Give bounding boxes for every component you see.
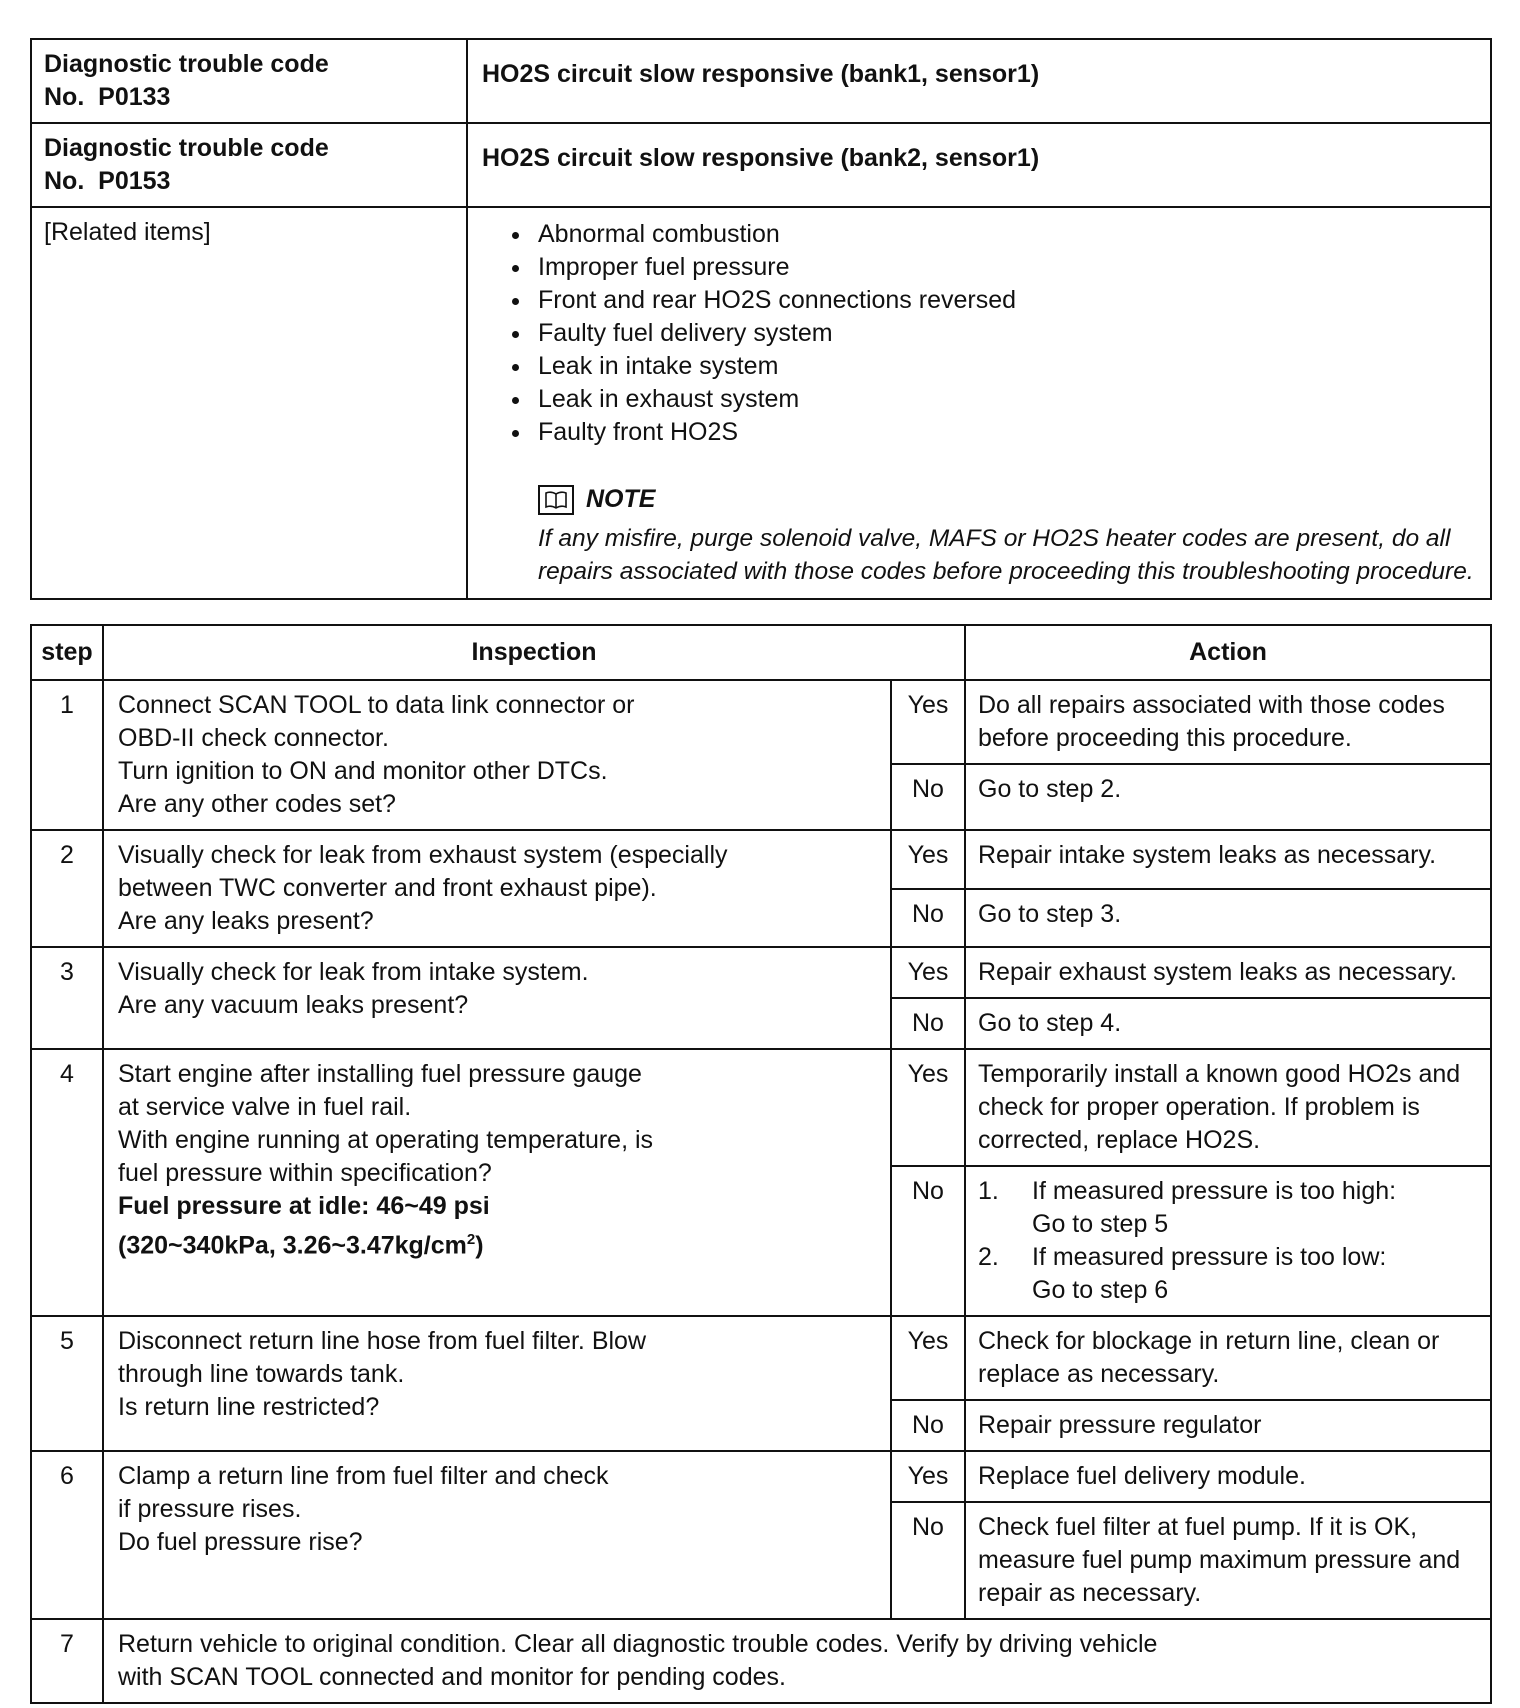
yes-label: Yes: [891, 830, 965, 889]
inspection-line: OBD-II check connector.: [118, 724, 389, 752]
col-header-step: step: [31, 625, 103, 680]
step-row: [31, 1619, 1491, 1703]
item-line: Go to step 6: [1032, 1276, 1169, 1304]
inspection-line: at service valve in fuel rail.: [118, 1093, 412, 1121]
inspection-line: fuel pressure within specification?: [118, 1159, 492, 1187]
inspection-line: With engine running at operating temperature, is: [118, 1126, 654, 1154]
step-inspection: [103, 1049, 891, 1316]
dtc-table: [30, 38, 1492, 600]
yes-label: Yes: [891, 680, 965, 764]
no-label: No: [891, 1400, 965, 1451]
yes-label: Yes: [891, 1316, 965, 1400]
item-line: If measured pressure is too low:: [1032, 1243, 1387, 1271]
step-number: 6: [31, 1451, 103, 1619]
inspection-line: Clamp a return line from fuel filter and check: [118, 1462, 609, 1490]
step-row: [31, 1451, 1491, 1502]
yes-action: Temporarily install a known good HO2s and check for proper operation. If problem is corrected, replace HO2S.: [965, 1049, 1491, 1166]
col-header-action: Action: [965, 625, 1491, 680]
related-item: Improper fuel pressure: [538, 251, 1476, 284]
step-inspection: [103, 1316, 891, 1451]
dtc-row: [31, 39, 1491, 123]
spec-superscript: 2: [466, 1231, 476, 1248]
yes-action: Do all repairs associated with those codes before proceeding this procedure.: [965, 680, 1491, 764]
yes-action: Repair exhaust system leaks as necessary.: [965, 947, 1491, 998]
inspection-line: if pressure rises.: [118, 1495, 302, 1523]
related-item: Leak in intake system: [538, 350, 1476, 383]
inspection-line: Is return line restricted?: [118, 1393, 380, 1421]
step-row: [31, 830, 1491, 889]
fuel-pressure-spec: Fuel pressure at idle: 46~49 psi: [118, 1192, 490, 1220]
step-number: 4: [31, 1049, 103, 1316]
step-inspection: [103, 830, 891, 947]
yes-label: Yes: [891, 1451, 965, 1502]
step-row: [31, 947, 1491, 998]
dtc-description: HO2S circuit slow responsive (bank1, sensor1): [467, 39, 1491, 123]
no-label: No: [891, 1166, 965, 1316]
note-title: NOTE: [586, 485, 656, 513]
spec-metric-text: (320~340kPa, 3.26~3.47kg/cm: [118, 1231, 467, 1260]
no-action-list: [978, 1175, 1478, 1307]
no-action: Go to step 2.: [965, 764, 1491, 830]
inspection-line: Visually check for leak from intake system.: [118, 958, 589, 986]
related-items-label: [Related items]: [31, 207, 467, 599]
item-number: 1.: [978, 1177, 999, 1205]
step-number: 7: [31, 1619, 103, 1703]
no-action: Repair pressure regulator: [965, 1400, 1491, 1451]
book-icon-graphic: [544, 490, 568, 510]
step-number: 3: [31, 947, 103, 1049]
item-text: [1032, 1241, 1386, 1307]
inspection-line: through line towards tank.: [118, 1360, 405, 1388]
inspection-line: between TWC converter and front exhaust pipe).: [118, 874, 657, 902]
step-inspection: [103, 1619, 1491, 1703]
related-items-list: [502, 218, 1476, 449]
inspection-line: Visually check for leak from exhaust system (especially: [118, 841, 728, 869]
step-inspection: [103, 947, 891, 1049]
no-action-item: [978, 1175, 1478, 1241]
inspection-line: Disconnect return line hose from fuel filter. Blow: [118, 1327, 647, 1355]
step-row: [31, 1316, 1491, 1400]
spec-close-paren: ): [475, 1231, 484, 1260]
no-label: No: [891, 1502, 965, 1619]
related-item: Faulty front HO2S: [538, 416, 1476, 449]
no-label: No: [891, 764, 965, 830]
no-action: Check fuel filter at fuel pump. If it is OK, measure fuel pump maximum pressure and repair as necessary.: [965, 1502, 1491, 1619]
step-number: 1: [31, 680, 103, 830]
item-number: 2.: [978, 1243, 999, 1271]
steps-table: [30, 624, 1492, 1704]
step-row: [31, 1049, 1491, 1166]
dtc-label: [31, 39, 467, 123]
dtc-label-line1: Diagnostic trouble code: [44, 134, 329, 162]
yes-label: Yes: [891, 1049, 965, 1166]
col-header-inspection: Inspection: [103, 625, 965, 680]
no-action-item: [978, 1241, 1478, 1307]
inspection-line: Are any other codes set?: [118, 790, 396, 818]
inspection-line: Are any leaks present?: [118, 907, 374, 935]
step-row: [31, 680, 1491, 764]
no-label: No: [891, 998, 965, 1049]
inspection-line: Connect SCAN TOOL to data link connector or: [118, 691, 635, 719]
note-header: [538, 483, 1476, 516]
related-item: Faulty fuel delivery system: [538, 317, 1476, 350]
inspection-line: with SCAN TOOL connected and monitor for pending codes.: [118, 1663, 786, 1691]
yes-action: Check for blockage in return line, clean or replace as necessary.: [965, 1316, 1491, 1400]
book-icon: [538, 485, 574, 515]
document-page: [30, 38, 1492, 1704]
item-line: If measured pressure is too high:: [1032, 1177, 1397, 1205]
related-item: Leak in exhaust system: [538, 383, 1476, 416]
dtc-row: [31, 123, 1491, 207]
no-action: Go to step 4.: [965, 998, 1491, 1049]
step-inspection: [103, 1451, 891, 1619]
inspection-line: Start engine after installing fuel pressure gauge: [118, 1060, 642, 1088]
no-action: [965, 1166, 1491, 1316]
step-number: 2: [31, 830, 103, 947]
inspection-line: Are any vacuum leaks present?: [118, 991, 469, 1019]
dtc-code: No. P0153: [44, 167, 171, 195]
related-items-cell: [467, 207, 1491, 599]
inspection-line: Do fuel pressure rise?: [118, 1528, 363, 1556]
related-items-row: [31, 207, 1491, 599]
no-label: No: [891, 889, 965, 948]
related-item: Abnormal combustion: [538, 218, 1476, 251]
dtc-description: HO2S circuit slow responsive (bank2, sensor1): [467, 123, 1491, 207]
item-text: [1032, 1175, 1396, 1241]
yes-label: Yes: [891, 947, 965, 998]
inspection-line: Turn ignition to ON and monitor other DTCs.: [118, 757, 608, 785]
item-line: Go to step 5: [1032, 1210, 1169, 1238]
related-item: Front and rear HO2S connections reversed: [538, 284, 1476, 317]
steps-header-row: [31, 625, 1491, 680]
yes-action: Repair intake system leaks as necessary.: [965, 830, 1491, 889]
dtc-label-line1: Diagnostic trouble code: [44, 50, 329, 78]
step-number: 5: [31, 1316, 103, 1451]
dtc-label: [31, 123, 467, 207]
yes-action: Replace fuel delivery module.: [965, 1451, 1491, 1502]
fuel-pressure-spec-metric: [118, 1223, 876, 1262]
step-inspection: [103, 680, 891, 830]
inspection-line: Return vehicle to original condition. Clear all diagnostic trouble codes. Verify by driving vehicle: [118, 1630, 1158, 1658]
note-text: If any misfire, purge solenoid valve, MAFS or HO2S heater codes are present, do all repairs associated with those codes before proceeding this troubleshooting procedure.: [538, 525, 1474, 585]
no-action: Go to step 3.: [965, 889, 1491, 948]
dtc-code: No. P0133: [44, 83, 171, 111]
